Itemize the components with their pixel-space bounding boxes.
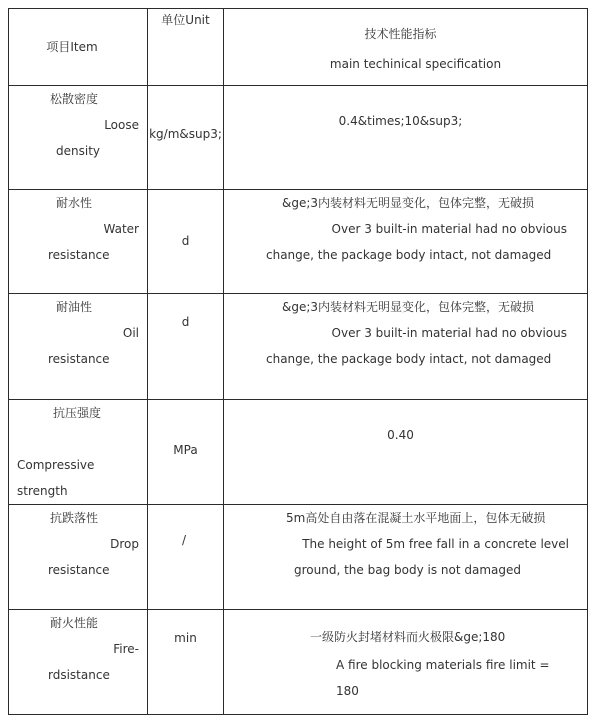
spec-en: Over 3 built-in material had no obvious xyxy=(331,326,567,340)
spec-en: The height of 5m free fall in a concrete level xyxy=(302,537,569,551)
spec-en: ground, the bag body is not damaged xyxy=(294,563,521,577)
unit-value: / xyxy=(181,533,187,547)
unit-cell xyxy=(148,190,224,294)
header-spec-cell xyxy=(224,9,588,86)
unit-value: kg/m&sup3; xyxy=(149,127,222,141)
item-en: resistance xyxy=(48,248,110,262)
unit-cell xyxy=(148,86,224,190)
item-en: Drop xyxy=(110,537,139,551)
item-cell xyxy=(9,505,148,610)
spec-value: 0.40 xyxy=(387,428,414,442)
table-header-row xyxy=(9,9,588,86)
header-unit-label: 单位Unit xyxy=(161,13,210,27)
spec-zh: &ge;3内装材料无明显变化，包体完整，无破损 xyxy=(282,196,535,210)
item-zh: 耐油性 xyxy=(55,300,92,314)
header-item-cell xyxy=(9,9,148,86)
table-row xyxy=(9,505,588,610)
table-row xyxy=(9,294,588,400)
table-row xyxy=(9,86,588,190)
item-zh: 抗压强度 xyxy=(53,406,102,420)
spec-cell xyxy=(224,505,588,610)
item-en: Water xyxy=(103,222,139,236)
unit-cell xyxy=(148,400,224,505)
unit-value: MPa xyxy=(173,443,198,457)
item-cell xyxy=(9,400,148,505)
unit-cell xyxy=(148,610,224,715)
item-en: resistance xyxy=(48,352,110,366)
header-unit-cell xyxy=(148,9,224,86)
spec-table xyxy=(8,8,588,715)
item-en: Oil xyxy=(122,326,139,340)
spec-zh: &ge;3内装材料无明显变化，包体完整，无破损 xyxy=(282,300,535,314)
item-cell xyxy=(9,294,148,400)
spec-cell xyxy=(224,190,588,294)
item-en: Fire- xyxy=(113,642,139,656)
item-en: rdsistance xyxy=(48,668,110,682)
item-cell xyxy=(9,86,148,190)
table-row xyxy=(9,190,588,294)
unit-value: min xyxy=(174,631,197,645)
item-en: resistance xyxy=(48,563,110,577)
spec-cell xyxy=(224,294,588,400)
spec-cell xyxy=(224,400,588,505)
item-zh: 松散密度 xyxy=(49,92,98,106)
item-en: Compressive strength xyxy=(17,458,95,498)
spec-zh: 5m高处自由落在混凝土水平地面上，包体无破损 xyxy=(286,511,546,525)
spec-en: change, the package body intact, not damaged xyxy=(266,248,552,262)
header-item-label: 项目Item xyxy=(46,40,98,54)
table-row xyxy=(9,400,588,505)
item-cell xyxy=(9,610,148,715)
unit-value: d xyxy=(181,234,190,248)
item-cell xyxy=(9,190,148,294)
spec-en: change, the package body intact, not damaged xyxy=(266,352,552,366)
header-spec-en: main techinical specification xyxy=(329,57,502,71)
unit-cell xyxy=(148,294,224,400)
spec-zh: 一级防火封堵材料而火极限&ge;180 xyxy=(310,630,506,644)
header-spec-zh: 技术性能指标 xyxy=(364,27,437,41)
item-zh: 耐火性能 xyxy=(49,616,98,630)
spec-en: Over 3 built-in material had no obvious xyxy=(331,222,567,236)
spec-value: 0.4&times;10&sup3; xyxy=(338,114,463,128)
spec-cell xyxy=(224,610,588,715)
item-en: density xyxy=(56,144,100,158)
item-zh: 抗跌落性 xyxy=(49,511,98,525)
item-en: Loose xyxy=(104,118,139,132)
item-zh: 耐水性 xyxy=(55,196,92,210)
table-row xyxy=(9,610,588,715)
spec-cell xyxy=(224,86,588,190)
spec-en: A fire blocking materials fire limit = 180 xyxy=(336,658,550,698)
unit-cell xyxy=(148,505,224,610)
unit-value: d xyxy=(181,315,190,329)
